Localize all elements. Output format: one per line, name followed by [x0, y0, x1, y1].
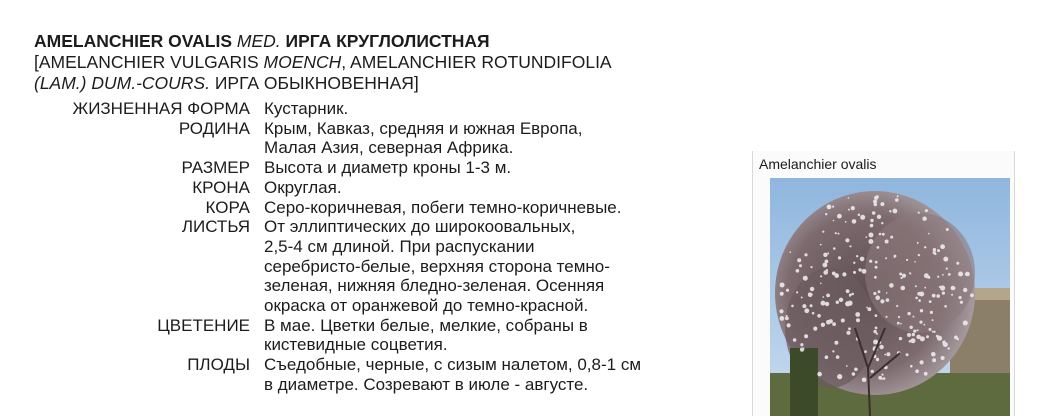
- synonyms-line-1: [34, 52, 734, 73]
- synonym-russian-name: ИРГА ОБЫКНОВЕННАЯ]: [209, 73, 419, 93]
- property-row: [34, 178, 734, 198]
- properties-list: [34, 99, 734, 395]
- property-value: [264, 355, 714, 394]
- property-label: ЛИСТЬЯ: [181, 217, 250, 237]
- property-value: [264, 178, 714, 198]
- synonym-author: (LAM.) DUM.-COURS.: [34, 73, 210, 93]
- property-label: ЖИЗНЕННАЯ ФОРМА: [72, 99, 250, 118]
- property-row: [34, 316, 734, 355]
- title-russian-name: ИРГА КРУГЛОЛИСТНАЯ: [285, 31, 490, 51]
- property-value-line: Высота и диаметр кроны 1-3 м.: [264, 158, 512, 178]
- property-value-line: Крым, Кавказ, средняя и южная Европа,: [264, 118, 583, 138]
- property-value-line: От эллиптических до широкоовальных,: [264, 217, 576, 237]
- property-row: [34, 217, 734, 316]
- photo-card: [752, 151, 1015, 416]
- property-row: [34, 119, 734, 158]
- property-value: [264, 119, 714, 158]
- property-label: РАЗМЕР: [181, 158, 250, 178]
- property-value-line: В мае. Цветки белые, мелкие, собраны в: [264, 315, 588, 335]
- property-value: [264, 217, 714, 316]
- photo-caption: Amelanchier ovalis: [759, 156, 877, 172]
- property-value: [264, 198, 714, 218]
- property-label: РОДИНА: [178, 118, 250, 138]
- property-row: [34, 198, 734, 218]
- property-value-line: Съедобные, черные, с сизым налетом, 0,8-1 см: [264, 355, 642, 375]
- property-value-line: 2,5-4 см длиной. При распускании: [264, 236, 535, 256]
- property-label: ПЛОДЫ: [187, 355, 250, 375]
- property-value-line: зеленая, нижняя бледно-зеленая. Осенняя: [264, 276, 605, 296]
- property-label: КОРА: [205, 197, 250, 217]
- property-label: КРОНА: [192, 177, 250, 197]
- property-value: [264, 158, 714, 178]
- property-value-line: кистевидные соцветия.: [264, 335, 448, 355]
- property-value-line: Малая Азия, северная Африка.: [264, 138, 514, 158]
- synonym-text: [AMELANCHIER VULGARIS: [34, 52, 264, 72]
- property-value: [264, 316, 714, 355]
- species-heading: [34, 31, 734, 94]
- synonym-text: , AMELANCHIER ROTUNDIFOLIA: [341, 52, 612, 72]
- synonym-author: MOENCH: [263, 52, 342, 72]
- synonyms-line-2: [34, 73, 734, 94]
- title-author: MED.: [236, 31, 281, 51]
- property-label: ЦВЕТЕНИЕ: [157, 315, 250, 335]
- property-value-line: Серо-коричневая, побеги темно-коричневые.: [264, 197, 622, 217]
- property-row: [34, 158, 734, 178]
- shrub-photo-image: [770, 178, 1010, 416]
- species-title: [34, 31, 734, 52]
- property-value-line: окраска от оранжевой до темно-красной.: [264, 296, 589, 316]
- property-value-line: Округлая.: [264, 177, 342, 197]
- property-row: [34, 355, 734, 394]
- title-latin-name: AMELANCHIER OVALIS: [34, 31, 233, 51]
- shrub-photo: [770, 178, 1010, 416]
- property-value-line: Кустарник.: [264, 99, 349, 118]
- property-row: [34, 99, 734, 119]
- property-value-line: в диаметре. Созревают в июле - августе.: [264, 374, 589, 394]
- property-value: [264, 99, 714, 119]
- property-value-line: серебристо-белые, верхняя сторона темно-: [264, 256, 610, 276]
